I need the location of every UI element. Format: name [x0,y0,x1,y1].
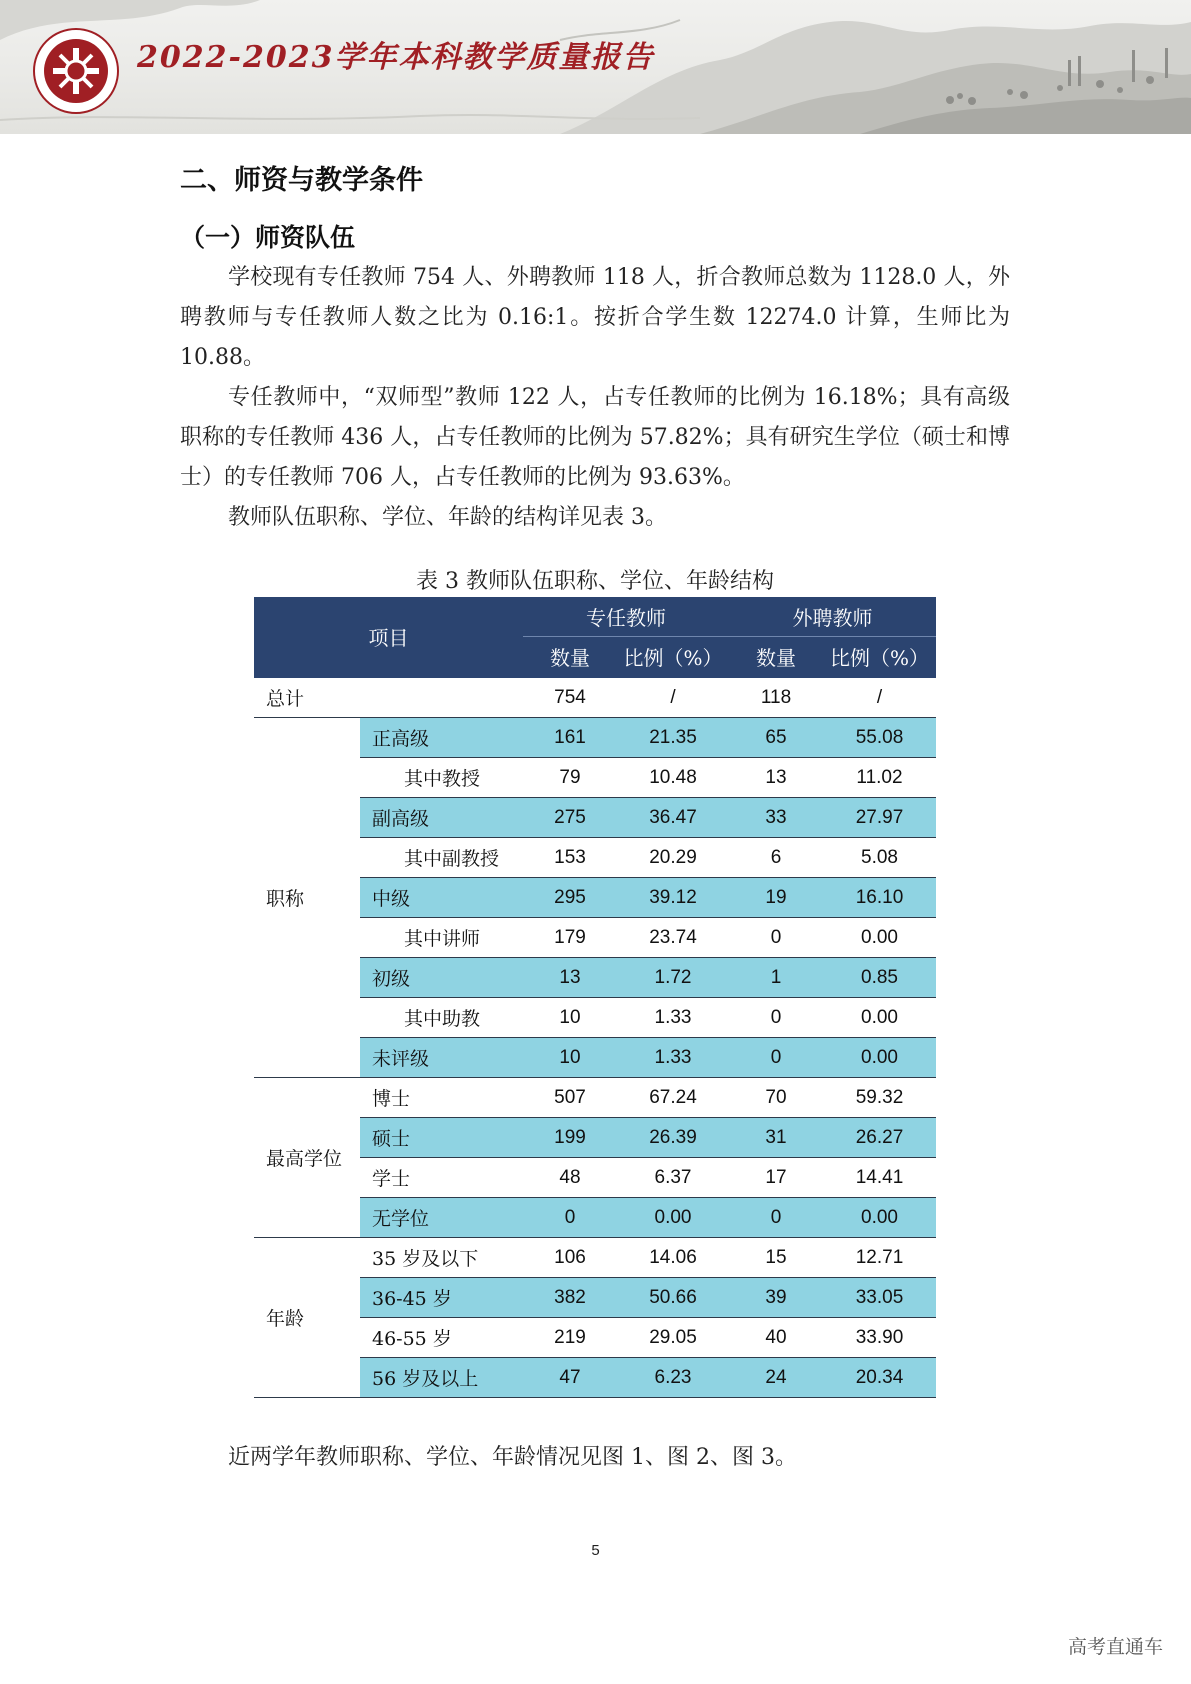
cell-ex-ratio: 0.00 [823,1038,936,1078]
cell-ft-ratio: 20.29 [617,838,729,878]
table-row [254,718,936,758]
row-label: 副高级 [360,798,523,838]
row-label: 其中教授 [360,758,523,798]
page-number: 5 [591,1542,600,1559]
header-ex-ratio: 比例（%） [823,637,936,678]
subsection-heading: （一）师资队伍 [180,223,356,252]
table-row-total [254,677,936,718]
paragraph-staff-count: 学校现有专任教师 754 人、外聘教师 118 人，折合教师总数为 1128.0 人，外聘教师与专任教师人数之比为 0.16:1。按折合学生数 12274.0 计算，生师比为 10.88。 [180,265,1010,370]
header-ex-count: 数量 [729,637,823,678]
cell-ft-ratio: 10.48 [617,758,729,798]
row-label: 中级 [360,878,523,918]
cell-ft-count: 0 [523,1198,617,1238]
cell-ft-count: 219 [523,1318,617,1358]
row-label: 正高级 [360,718,523,758]
cell-ft-count: 13 [523,958,617,998]
cell-ex-count: 19 [729,878,823,918]
cell-ft-count: 153 [523,838,617,878]
group-label-degree: 最高学位 [254,1078,360,1238]
cell-ex-count: 1 [729,958,823,998]
cell-ex-ratio: 11.02 [823,758,936,798]
cell-ft-count: 161 [523,718,617,758]
table-row [254,1078,936,1118]
cell-ex-ratio: 26.27 [823,1118,936,1158]
paragraph-table-reference: 教师队伍职称、学位、年龄的结构详见表 3。 [228,505,667,530]
cell-ft-ratio: 0.00 [617,1198,729,1238]
cell-ft-ratio: 26.39 [617,1118,729,1158]
row-label: 无学位 [360,1198,523,1238]
table-row [254,1238,936,1278]
cell-ft-ratio: 23.74 [617,918,729,958]
cell-ex-count: 33 [729,798,823,838]
cell-ex-count: 40 [729,1318,823,1358]
cell-ex-ratio: 0.00 [823,998,936,1038]
cell-ft-count: 179 [523,918,617,958]
cell-ft-count: 199 [523,1118,617,1158]
cell-ex-ratio: / [823,677,936,718]
cell-ft-ratio: 1.72 [617,958,729,998]
cell-ex-count: 118 [729,677,823,718]
header-external: 外聘教师 [729,597,936,637]
cell-ft-ratio: 1.33 [617,1038,729,1078]
cell-ft-ratio: 21.35 [617,718,729,758]
cell-ex-count: 13 [729,758,823,798]
cell-ft-ratio: 36.47 [617,798,729,838]
cell-ft-ratio: 1.33 [617,998,729,1038]
cell-ft-count: 754 [523,677,617,718]
header-ft-count: 数量 [523,637,617,678]
table-caption: 表 3 教师队伍职称、学位、年龄结构 [416,569,774,594]
cell-ex-ratio: 12.71 [823,1238,936,1278]
watermark: 高考直通车 [1067,1636,1163,1658]
cell-ex-count: 70 [729,1078,823,1118]
cell-ex-ratio: 14.41 [823,1158,936,1198]
row-label: 35 岁及以下 [360,1238,523,1278]
row-label: 硕士 [360,1118,523,1158]
row-label: 46-55 岁 [360,1318,523,1358]
cell-ex-count: 31 [729,1118,823,1158]
paragraph-staff-structure: 专任教师中，“双师型”教师 122 人，占专任教师的比例为 16.18%；具有高级职称的专任教师 436 人，占专任教师的比例为 57.82%；具有研究生学位（硕士和博士）的专任教师 706 人，占专任教师的比例为 93.63%。 [180,385,1010,490]
cell-ex-ratio: 59.32 [823,1078,936,1118]
cell-ex-count: 0 [729,1038,823,1078]
cell-ft-count: 507 [523,1078,617,1118]
university-logo [33,28,119,114]
cell-ex-ratio: 27.97 [823,798,936,838]
cell-ex-ratio: 5.08 [823,838,936,878]
row-label: 总计 [254,677,523,718]
cell-ex-count: 0 [729,1198,823,1238]
cell-ft-count: 106 [523,1238,617,1278]
row-label: 其中讲师 [360,918,523,958]
cell-ex-count: 24 [729,1358,823,1398]
cell-ft-ratio: 14.06 [617,1238,729,1278]
cell-ex-count: 6 [729,838,823,878]
header-fulltime: 专任教师 [523,597,729,637]
cell-ex-ratio: 0.00 [823,1198,936,1238]
cell-ex-ratio: 33.05 [823,1278,936,1318]
cell-ft-ratio: 6.37 [617,1158,729,1198]
cell-ex-count: 15 [729,1238,823,1278]
cell-ft-ratio: 29.05 [617,1318,729,1358]
cell-ft-count: 382 [523,1278,617,1318]
cell-ft-count: 47 [523,1358,617,1398]
row-label: 36-45 岁 [360,1278,523,1318]
faculty-structure-table [254,597,936,1398]
page-header [0,0,1191,134]
row-label: 初级 [360,958,523,998]
cell-ex-count: 17 [729,1158,823,1198]
cell-ft-ratio: 6.23 [617,1358,729,1398]
cell-ex-count: 0 [729,918,823,958]
cell-ex-ratio: 0.00 [823,918,936,958]
paragraph-figure-reference: 近两学年教师职称、学位、年龄情况见图 1、图 2、图 3。 [228,1445,797,1470]
cell-ft-ratio: / [617,677,729,718]
cell-ft-ratio: 50.66 [617,1278,729,1318]
row-label: 其中副教授 [360,838,523,878]
cell-ex-ratio: 16.10 [823,878,936,918]
group-label-age: 年龄 [254,1238,360,1398]
cell-ft-count: 295 [523,878,617,918]
cell-ft-count: 10 [523,998,617,1038]
row-label: 博士 [360,1078,523,1118]
cell-ex-count: 0 [729,998,823,1038]
cell-ft-count: 48 [523,1158,617,1198]
cell-ex-ratio: 20.34 [823,1358,936,1398]
group-label-title: 职称 [254,718,360,1078]
cell-ft-count: 79 [523,758,617,798]
row-label: 未评级 [360,1038,523,1078]
cell-ex-ratio: 55.08 [823,718,936,758]
cell-ft-count: 275 [523,798,617,838]
header-item: 项目 [254,597,523,677]
cell-ft-count: 10 [523,1038,617,1078]
header-ft-ratio: 比例（%） [617,637,729,678]
row-label: 56 岁及以上 [360,1358,523,1398]
row-label: 其中助教 [360,998,523,1038]
cell-ex-count: 65 [729,718,823,758]
cell-ex-ratio: 33.90 [823,1318,936,1358]
cell-ex-ratio: 0.85 [823,958,936,998]
cell-ft-ratio: 39.12 [617,878,729,918]
cell-ex-count: 39 [729,1278,823,1318]
cell-ft-ratio: 67.24 [617,1078,729,1118]
row-label: 学士 [360,1158,523,1198]
section-heading: 二、师资与教学条件 [180,165,423,196]
report-title: 2022-2023学年本科教学质量报告 [137,40,655,75]
